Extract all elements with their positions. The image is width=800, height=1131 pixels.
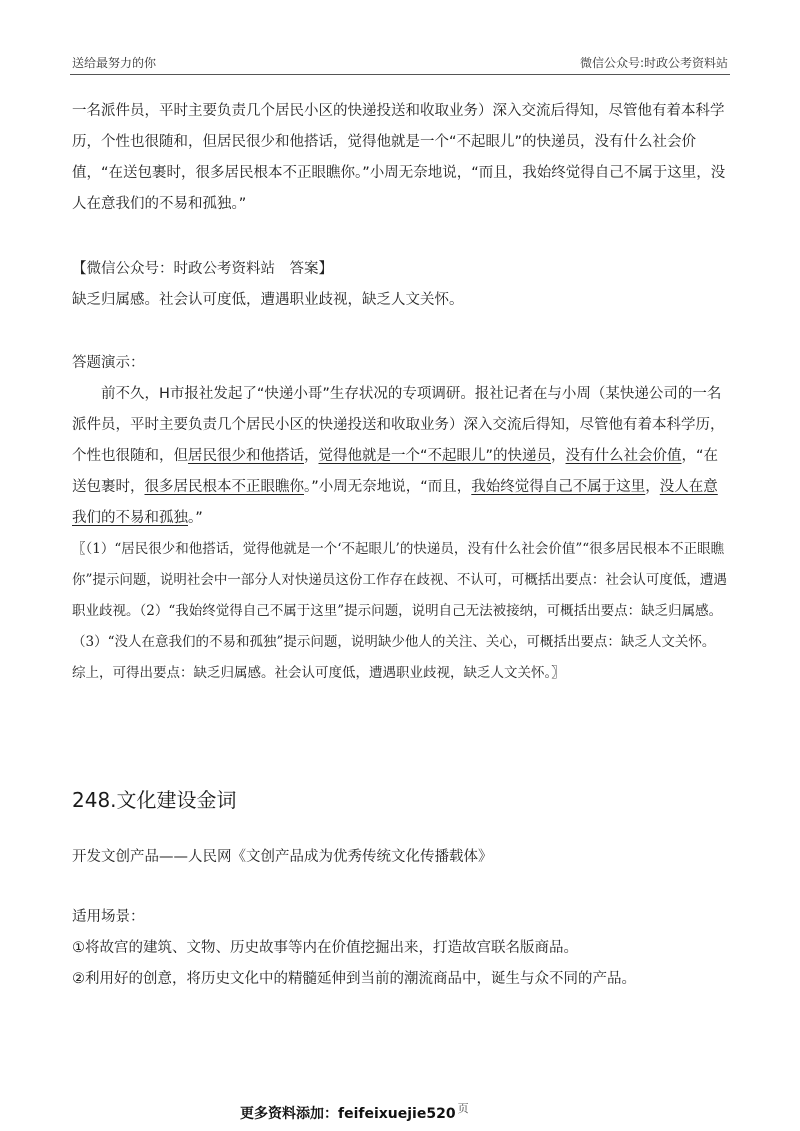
demo-underline: 很多居民根本不正眼瞧你 [144,479,304,495]
demo-underline: 没有什么社会价值 [565,448,682,464]
scenario-block [72,902,728,995]
answer-label: 【微信公众号：时政公考资料站 答案】 [72,261,333,277]
demo-block [72,348,728,534]
footer-page-suffix: 页 [457,1102,469,1115]
analysis-text: 〖（1）“居民很少和他搭话，觉得他就是一个‘不起眼儿’的快递员，没有什么社会价值”“很多居民根本不正眼瞧你”提示问题，说明社会中一部分人对快递员这份工作存在歧视、不认可，可概括出要点：社会认可度低，遭遇职业歧视。（2）“我始终觉得自己不属于这里”提示问题，说明自己无法被接纳，可概括出要点：缺乏归属感。（3）“没人在意我们的不易和孤独”提示问题，说明缺少他人的关注、关心，可概括出要点：缺乏人文关怀。综上，可得出要点：缺乏归属感。社会认可度低，遭遇职业歧视，缺乏人文关怀。〗 [72,541,727,681]
section-heading [72,784,728,813]
page-footer [240,1100,469,1123]
demo-underline: 没人在意我们的不易和孤独 [72,479,718,526]
source-block [72,842,728,873]
demo-text: ， [304,448,319,464]
scenario-item: ①将故宫的建筑、文物、历史故事等内在价值挖掘出来，打造故宫联名版商品。 [72,940,578,956]
source-line: 开发文创产品——人民网《文创产品成为优秀传统文化传播载体》 [72,849,493,865]
demo-underline: 居民很少和他搭话 [188,448,304,464]
header-account: 微信公众号:时政公考资料站 [579,56,728,70]
scenario-label: 适用场景： [72,909,145,925]
page-header [70,50,730,75]
intro-block [72,96,728,220]
analysis-block [72,534,728,689]
demo-text: ，“在送包裹时， [72,448,719,495]
section-title: 248.文化建设金词 [72,788,237,812]
scenario-item: ②利用好的创意，将历史文化中的精髓延伸到当前的潮流商品中，诞生与众不同的产品。 [72,971,636,987]
demo-underline: 我始终觉得自己不属于这里 [471,479,646,495]
footer-contact: feifeixuejie520 [338,1106,456,1122]
intro-paragraph: 一名派件员，平时主要负责几个居民小区的快递投送和收取业务）深入交流后得知，尽管他有着本科学历，个性也很随和，但居民很少和他搭话，觉得他就是一个“不起眼儿”的快递员，没有什么社会价值，“在送包裹时，很多居民根本不正眼瞧你。”小周无奈地说，“而且，我始终觉得自己不属于这里，没人在意我们的不易和孤独。” [72,103,726,212]
demo-text: ， [645,479,660,495]
header-slogan: 送给最努力的你 [72,56,157,70]
demo-text: 。” [188,510,203,526]
footer-prefix: 更多资料添加： [240,1106,338,1122]
answer-text: 缺乏归属感。社会认可度低，遭遇职业歧视，缺乏人文关怀。 [72,292,464,308]
demo-paragraph [72,379,728,534]
demo-text: 前不久，H市报社发起了“快递小哥”生存状况的专项调研。报社记者在与小周（某快递公司的一名派件员，平时主要负责几个居民小区的快递投送和收取业务）深入交流后得知，尽管他有着本科学历，个性也很随和，但 [72,386,725,464]
demo-text: 。”小周无奈地说，“而且， [304,479,472,495]
answer-block [72,254,728,316]
demo-underline: 觉得他就是一个“不起眼儿”的快递员 [318,448,552,464]
demo-text: ， [551,448,566,464]
demo-label: 答题演示： [72,355,145,371]
